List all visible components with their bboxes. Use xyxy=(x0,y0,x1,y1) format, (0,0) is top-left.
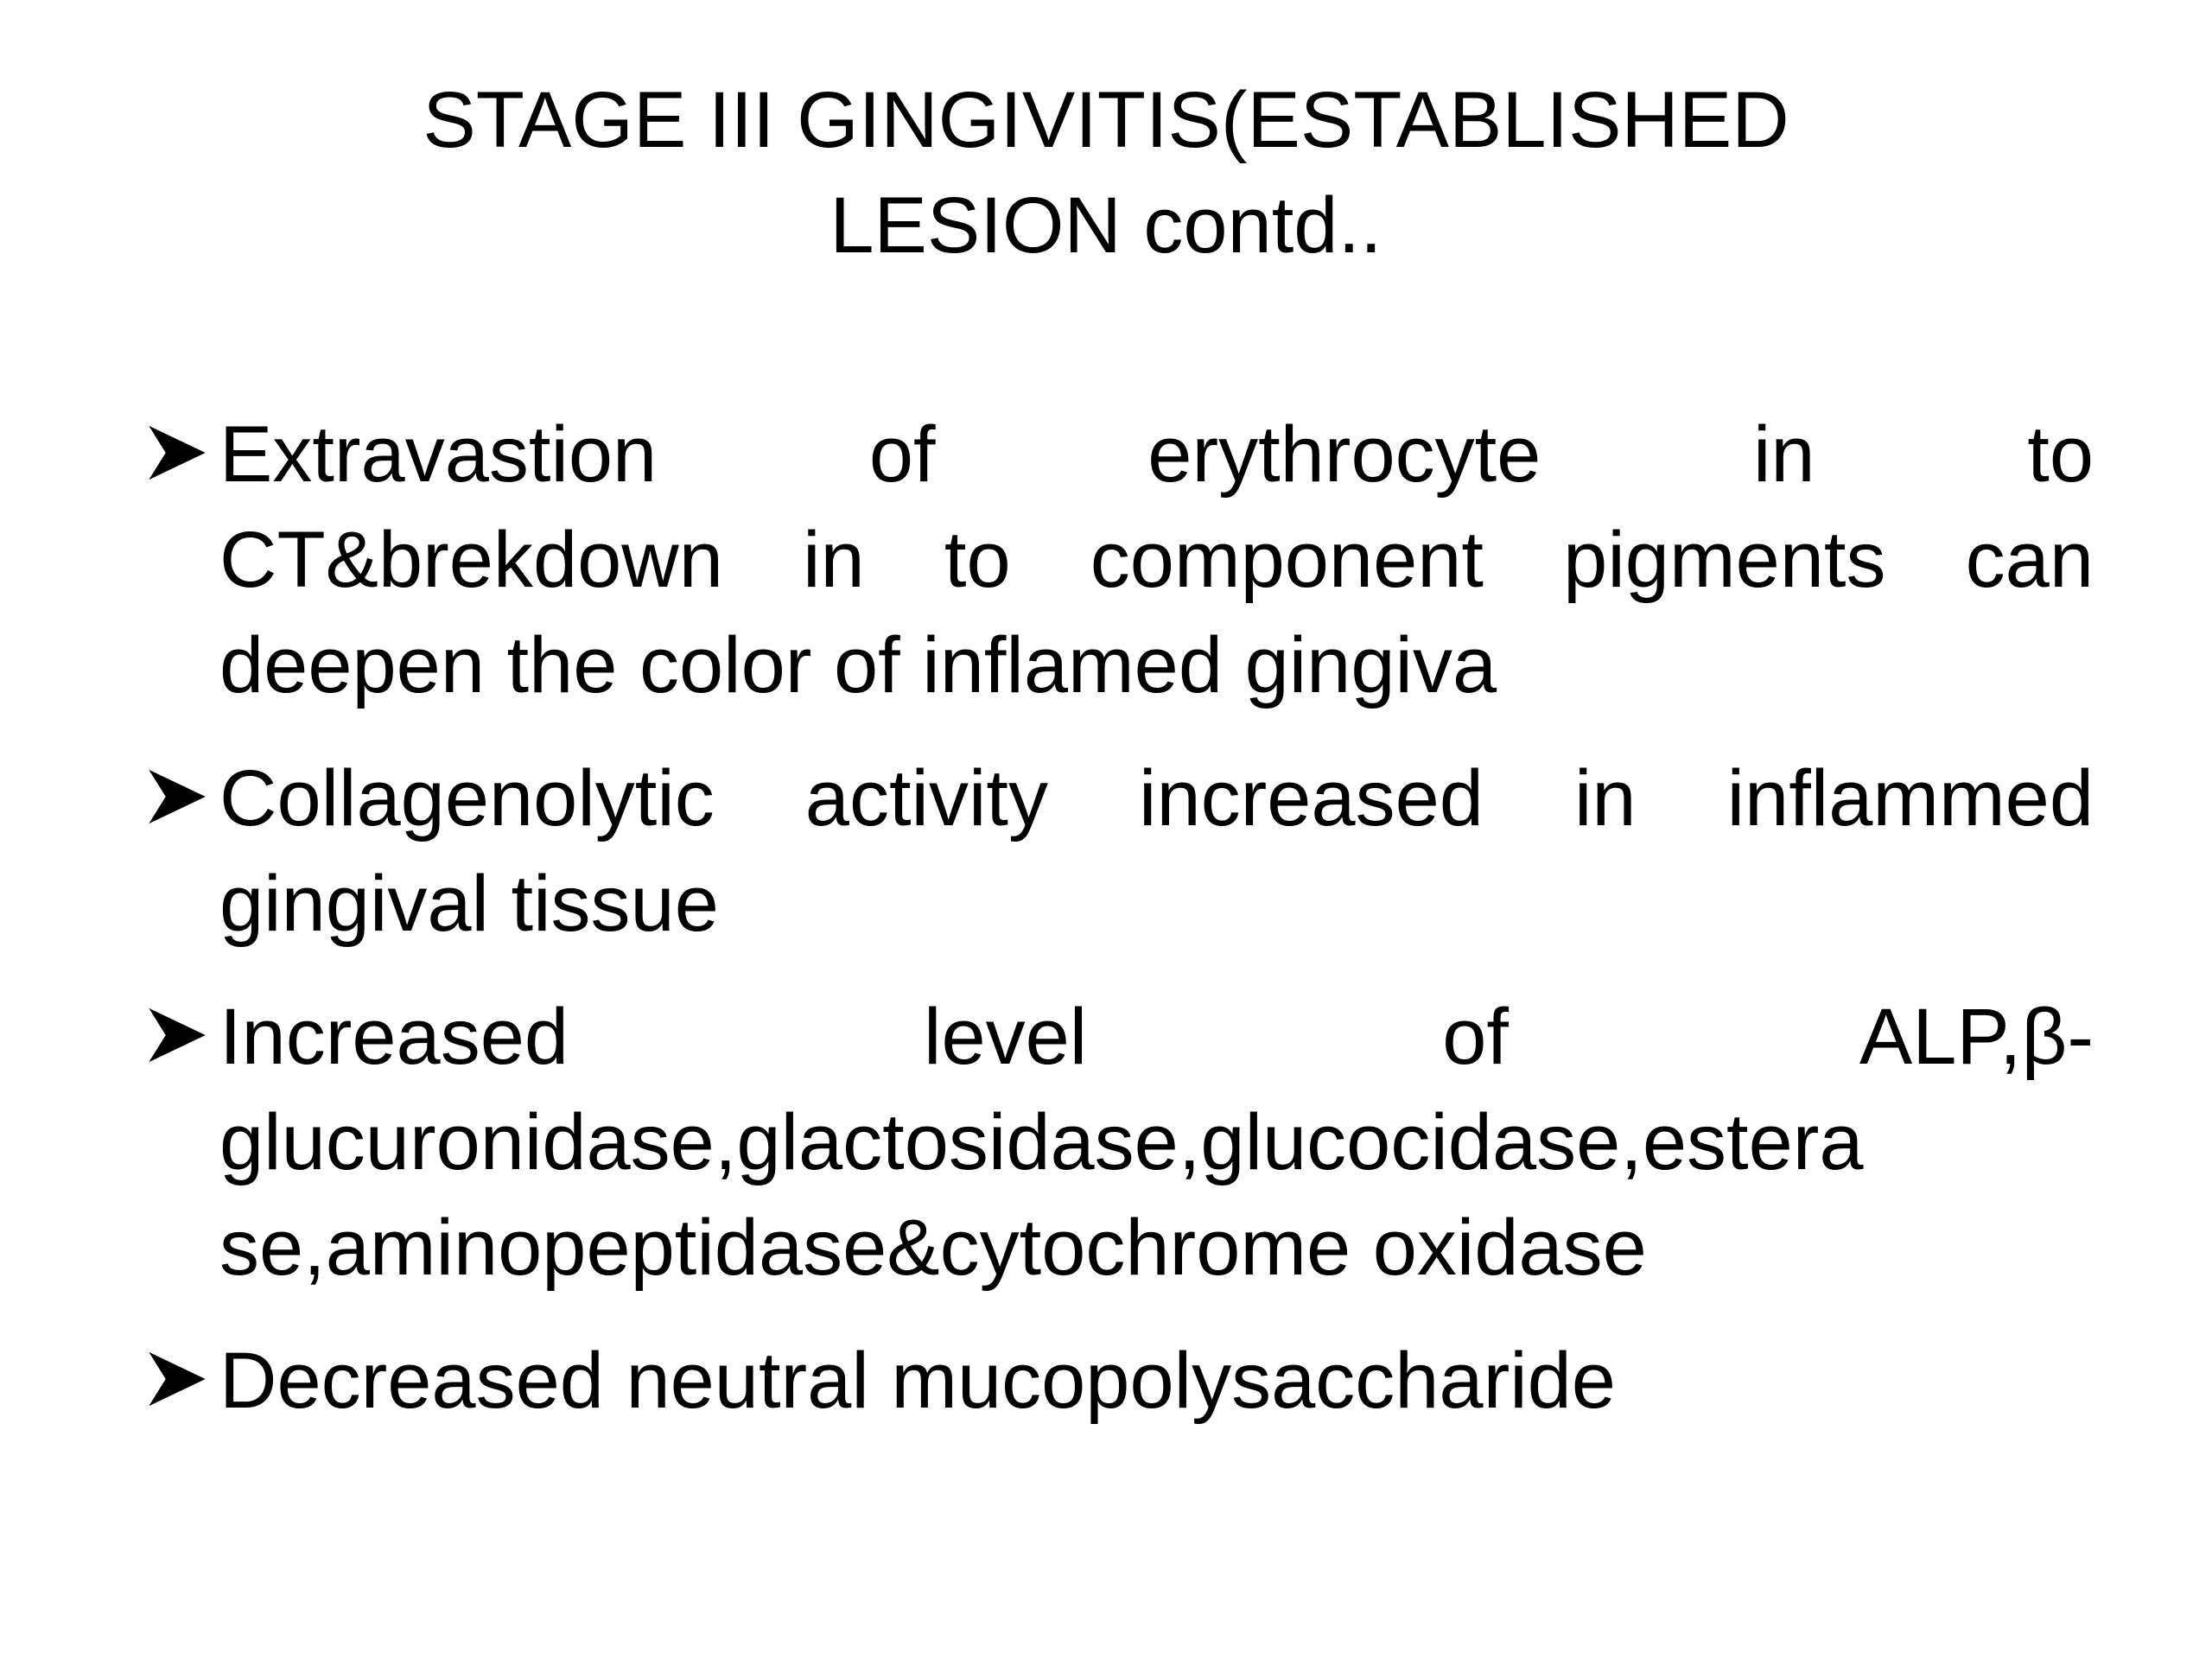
bullet-2-line-2: gingival tissue xyxy=(219,860,719,948)
bullet-1-line-2: CT&brekdown in to component pigments can xyxy=(219,516,2094,604)
slide-title xyxy=(138,67,2074,278)
bullet-item-3 xyxy=(137,984,2094,1300)
bullet-3-line-2: glucuronidase,glactosidase,glucocidase,estera xyxy=(219,1098,1864,1186)
bullet-item-4 xyxy=(137,1328,2094,1433)
arrowhead-bullet-icon xyxy=(143,1001,211,1069)
bullet-3-line-1: Increased level of ALP,β- xyxy=(219,993,2094,1081)
bullet-item-1 xyxy=(137,402,2094,718)
title-line-2: LESION contd.. xyxy=(830,181,1382,270)
arrowhead-bullet-icon xyxy=(143,763,211,830)
arrowhead-bullet-icon xyxy=(143,1345,211,1413)
bullet-list xyxy=(137,402,2094,1461)
arrowhead-bullet-icon xyxy=(143,419,211,486)
bullet-1-line-1: Extravastion of erythrocyte in to xyxy=(219,410,2094,499)
bullet-2-line-1: Collagenolytic activity increased in inflammed xyxy=(219,754,2094,842)
bullet-item-2 xyxy=(137,746,2094,957)
title-line-1: STAGE III GINGIVITIS(ESTABLISHED xyxy=(423,76,1789,164)
bullet-3-line-3: se,aminopeptidase&cytochrome oxidase xyxy=(219,1204,1647,1292)
bullet-4-line-1: Decreased neutral mucopolysaccharide xyxy=(219,1337,1616,1425)
bullet-1-line-3: deepen the color of inflamed gingiva xyxy=(219,621,1497,709)
